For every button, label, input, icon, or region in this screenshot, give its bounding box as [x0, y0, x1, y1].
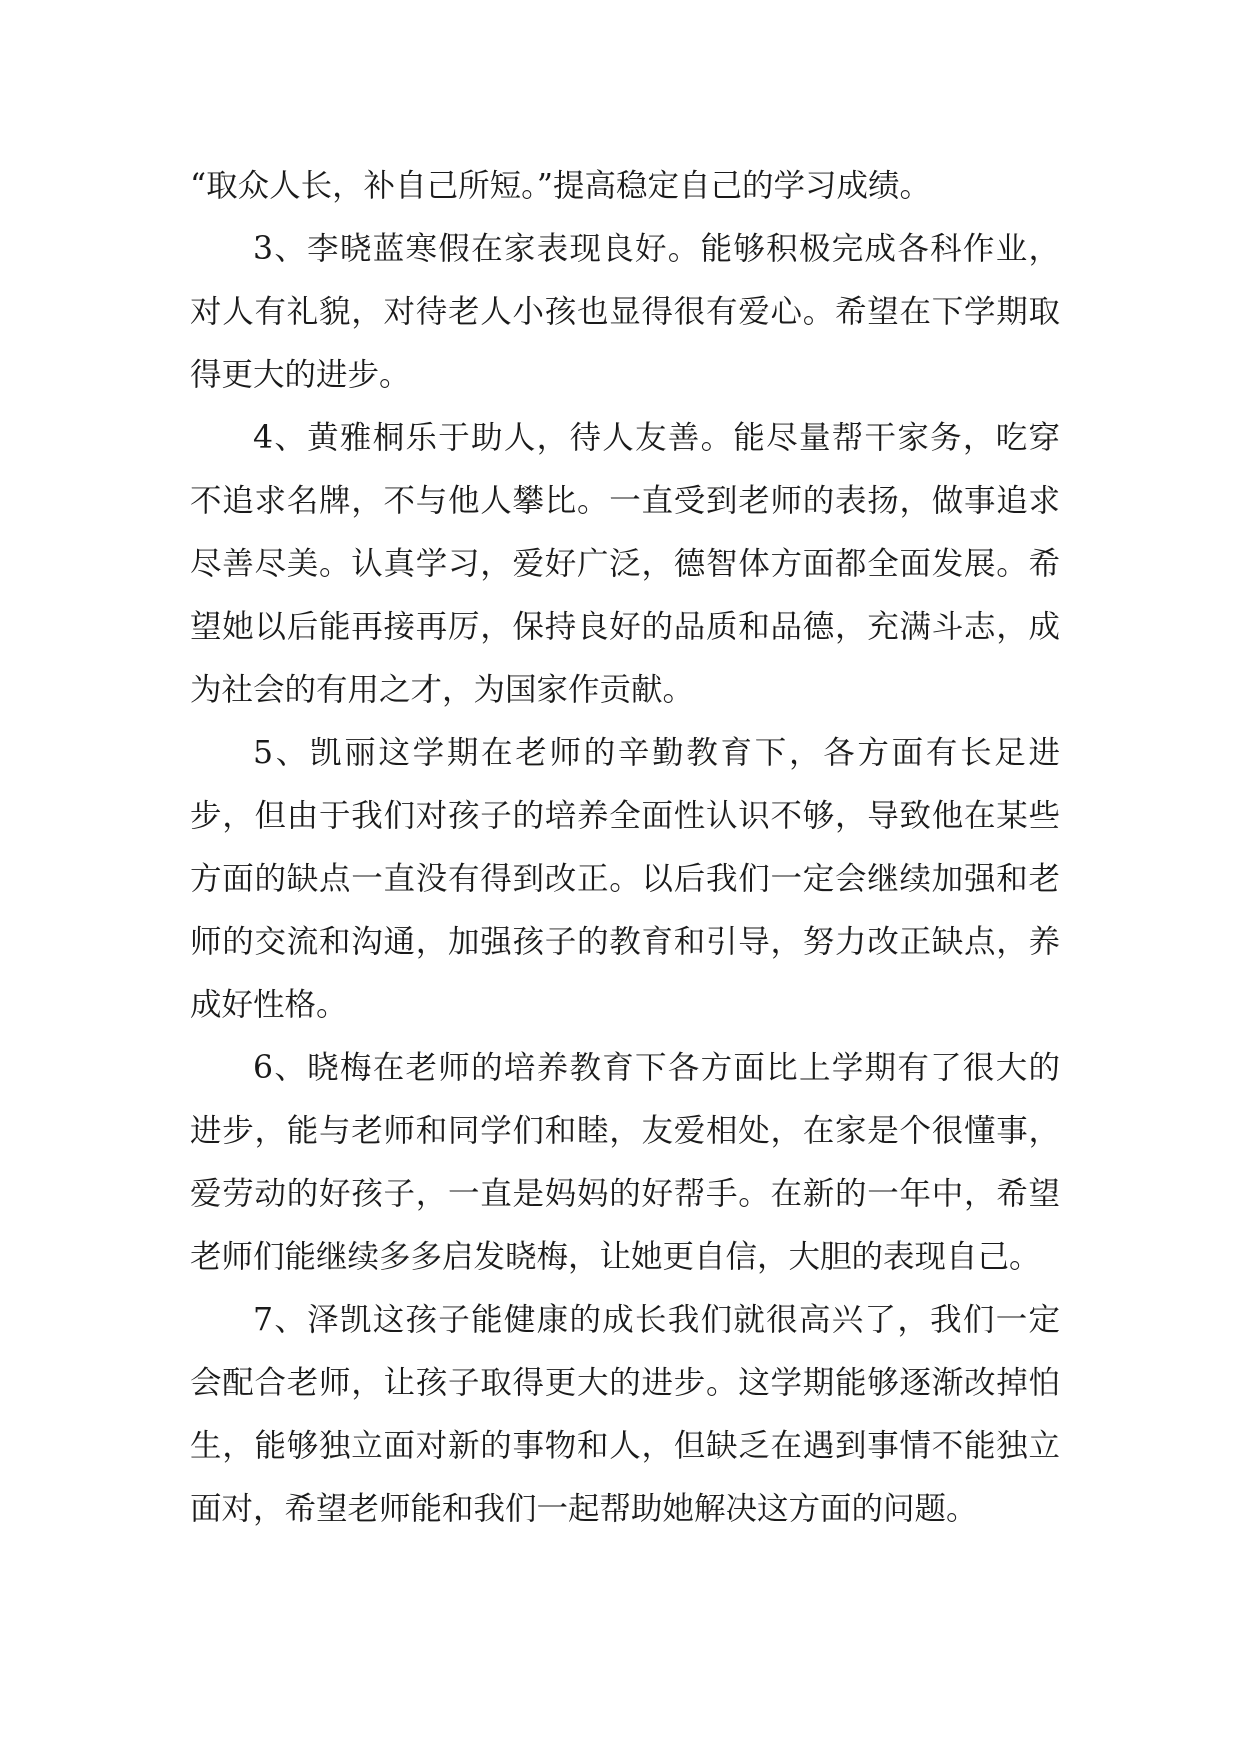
document-body	[190, 155, 1060, 1541]
paragraph-item-7: 7、泽凯这孩子能健康的成长我们就很高兴了，我们一定会配合老师，让孩子取得更大的进步。这学期能够逐渐改掉怕生，能够独立面对新的事物和人，但缺乏在遇到事情不能独立面对，希望老师能和我们一起帮助她解决这方面的问题。	[190, 1302, 1060, 1527]
paragraph-item-6: 6、晓梅在老师的培养教育下各方面比上学期有了很大的进步，能与老师和同学们和睦，友爱相处，在家是个很懂事，爱劳动的好孩子，一直是妈妈的好帮手。在新的一年中，希望老师们能继续多多启发晓梅，让她更自信，大胆的表现自己。	[190, 1050, 1060, 1275]
paragraph-item-4: 4、黄雅桐乐于助人，待人友善。能尽量帮干家务，吃穿不追求名牌，不与他人攀比。一直受到老师的表扬，做事追求尽善尽美。认真学习，爱好广泛，德智体方面都全面发展。希望她以后能再接再厉，保持良好的品质和品德，充满斗志，成为社会的有用之才，为国家作贡献。	[190, 420, 1060, 708]
paragraph-item-5: 5、凯丽这学期在老师的辛勤教育下，各方面有长足进步，但由于我们对孩子的培养全面性认识不够，导致他在某些方面的缺点一直没有得到改正。以后我们一定会继续加强和老师的交流和沟通，加强孩子的教育和引导，努力改正缺点，养成好性格。	[190, 735, 1060, 1023]
paragraph-item-3: 3、李晓蓝寒假在家表现良好。能够积极完成各科作业，对人有礼貌，对待老人小孩也显得很有爱心。希望在下学期取得更大的进步。	[190, 231, 1060, 393]
paragraph-continuation: “取众人长，补自己所短。”提高稳定自己的学习成绩。	[190, 168, 931, 204]
